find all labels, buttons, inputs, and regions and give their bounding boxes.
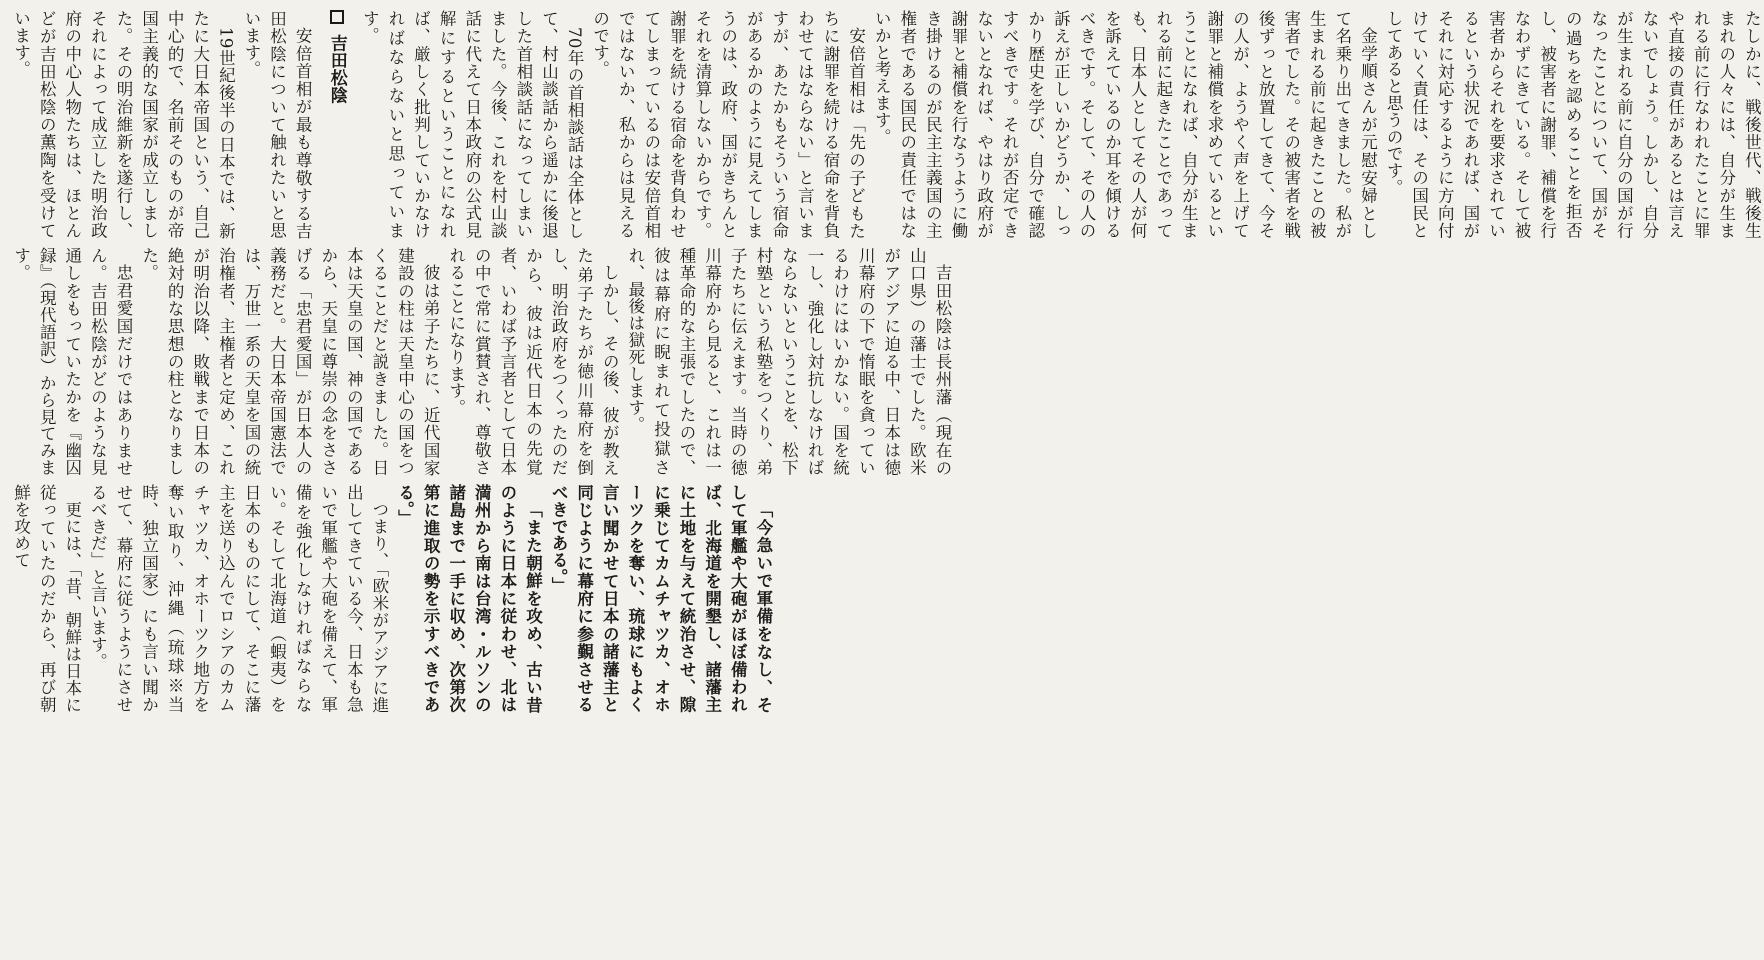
section-heading: [323, 10, 349, 239]
paragraph: 安倍首相は「先の子どもたちに謝罪を続ける宿命を背負わせてはならない」と言いますが、あたかもそういう宿命があるかのように見えてしまうのは、政府、国がきちんとそれを清算しないからです。謝罪を続ける宿命を背負わせてしまっているのは安倍首相ではないか、私からは見えるのです。: [590, 10, 866, 239]
paragraph: たしかに、戦後世代、戦後生まれの人々には、自分が生まれる前に行なわれたことに罪や直接の責任があるとは言えないでしょう。しかし、自分が生まれる前に自分の国が行なったことについて、国がその過ちを認めることを拒否し、被害者に謝罪、補償を行なわずにきている。そして被害者からそれを要求されているという状況であれば、国がそれに対応するように方向付けていく責任は、その国民としてあると思うのです。: [1384, 10, 1762, 239]
text-tier-3: [8, 484, 776, 713]
paragraph: 19世紀後半の日本では、新たに大日本帝国という、自己中心的で、名前そのものが帝国主義的な国家が成立しました。その明治維新を遂行し、それによって成立した明治政府の中心人物たちは、ほとんどが吉田松陰の薫陶を受けています。: [11, 10, 236, 239]
quote-paragraph: 「今急いで軍備をなし、そして軍艦や大砲がほぼ備われば、北海道を開墾し、諸藩主に土地を与えて統治させ、隙に乗じてカムチャツカ、オホーツクを奪い、琉球にもよく言い聞かせて日本の諸藩主と同じように幕府に参覲させるべきである。」: [549, 484, 773, 713]
paragraph: 忠君愛国だけではありません。吉田松陰がどのような見通しをもっていたかを『幽囚録』（現代語訳）から見てみます。: [11, 247, 133, 476]
paragraph: 安倍首相が最も尊敬する吉田松陰について触れたいと思います。: [241, 10, 313, 239]
paragraph: 更には、「昔、朝鮮は日本に従っていたのだから、再び朝鮮を攻めて: [11, 484, 82, 713]
paragraph: 彼は弟子たちに、近代国家建設の柱は天皇中心の国をつくることだと説きました。日本は天皇の国、神の国であるから、天皇に尊崇の念をささげる「忠君愛国」が日本人の義務だと。大日本帝国憲法では、万世一系の天皇を国の統治権者、主権者と定め、これが明治以降、敗戦まで日本の絶対的な思想の柱となりました。: [139, 247, 441, 476]
paragraph: 金学順さんが元慰安婦として名乗り出てきました。私が生まれる前に起きたことの被害者でした。その被害者を戦後ずっと放置してきて、今その人が、ようやく声を上げて謝罪と補償を求めているということになれば、自分が生まれる前に起きたことであっても、日本人としてその人が何を訴えているのか耳を傾けるべきです。そして、その人の訴えが正しいかどうか、しっかり歴史を学び、自分で確認すべきです。それが否定できないとなれば、やはり政府が謝罪と補償を行なうように働き掛けるのが民主主義国の主権者である国民の責任ではないかと考えます。: [872, 10, 1378, 239]
section-heading-label: 吉田松陰: [326, 34, 347, 104]
text-tier-1: [8, 10, 1764, 239]
paragraph: つまり、「欧米がアジアに進出してきている今、日本も急いで軍艦や大砲を備えて、軍備を強化しなければならない。そして北海道（蝦夷）を日本のものにして、そこに藩主を送り込んでロシアのカムチャツカ、オホーツク地方を奪い取り、沖縄（琉球※当時、独立国家）にも言い聞かせて、幕府に従うようにさせるべきだ」と言います。: [88, 484, 389, 713]
paragraph: しかし、その後、彼が教えた弟子たちが徳川幕府を倒し、明治政府をつくったのだから、彼は近代日本の先覚者、いわば予言者として日本の中で常に賞賛され、尊敬されることになります。: [446, 247, 620, 476]
paragraph: 70年の首相談話は全体として、村山談話から遥かに後退した首相談話になってしまいました。今後、これを村山談話に代えて日本政府の公式見解にするということになれば、厳しく批判していかなければならないと思っています。: [360, 10, 585, 239]
text-tier-2: [8, 247, 955, 476]
quote-paragraph: 「また朝鮮を攻め、古い昔のように日本に従わせ、北は満州から南は台湾・ルソンの諸島まで一手に収め、次第次第に進取の勢を示すべきである。」: [395, 484, 543, 713]
paragraph: 吉田松陰は長州藩（現在の山口県）の藩士でした。欧米がアジアに迫る中、日本は徳川幕府の下で惰眠を貪っているわけにはいかない。国を統一し、強化し対抗しなければならないということを、松下村塾という私塾をつくり、弟子たちに伝えます。当時の徳川幕府から見ると、これは一種革命的な主張でしたので、彼は幕府に睨まれて投獄され、最後は獄死します。: [625, 247, 952, 476]
heading-square-icon: [330, 10, 344, 24]
